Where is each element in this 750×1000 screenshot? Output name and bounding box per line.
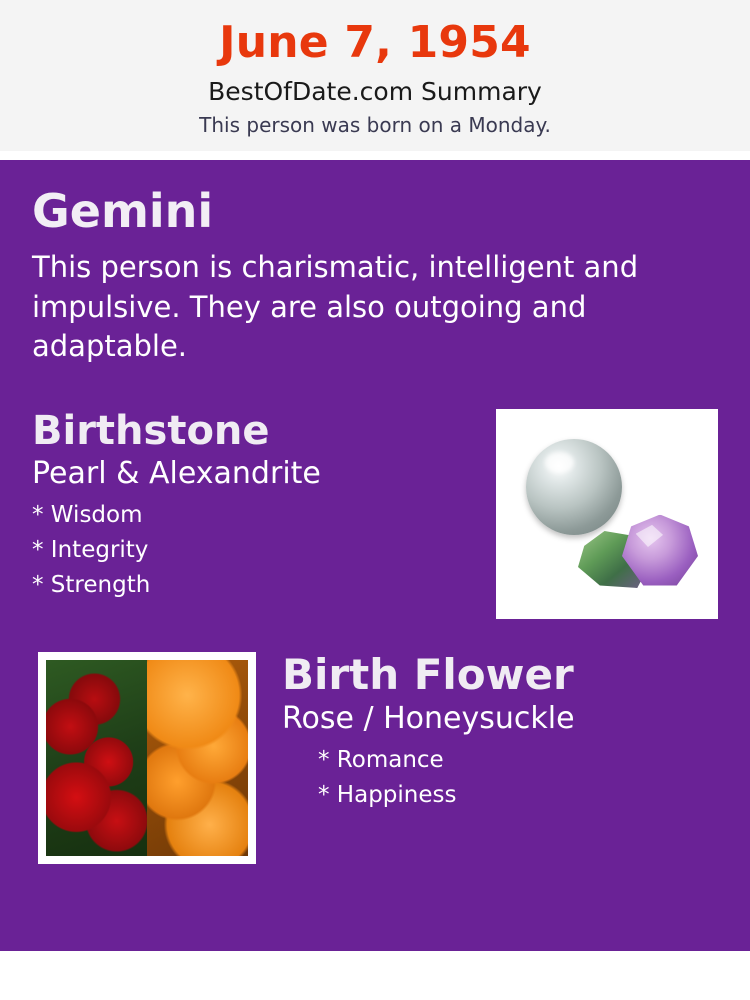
- zodiac-description: This person is charismatic, intelligent and impulsive. They are also outgoing and adaptable.: [32, 250, 639, 364]
- list-item: * Strength: [32, 572, 151, 598]
- birth-day-note: This person was born on a Monday.: [199, 112, 551, 137]
- rose-image: [46, 660, 147, 856]
- list-item: * Romance: [318, 747, 444, 774]
- site-name: BestOfDate.com Summary: [208, 76, 542, 106]
- birthflower-text: [282, 649, 718, 809]
- pearl-icon: [526, 439, 622, 535]
- birthstone-photo: [496, 409, 718, 619]
- birthflower-photo-inner: [46, 660, 248, 856]
- page-title: June 7, 1954: [219, 17, 531, 68]
- list-item: * Wisdom: [32, 502, 143, 528]
- birthflower-title: Birth Flower: [282, 649, 574, 699]
- birthflower-names: Rose / Honeysuckle: [282, 700, 575, 736]
- header: [0, 0, 750, 151]
- birthstone-names: Pearl & Alexandrite: [32, 455, 321, 491]
- content-panel: [0, 160, 750, 951]
- birthstone-section: [32, 409, 718, 624]
- birthflower-traits: [318, 749, 718, 807]
- honeysuckle-image: [147, 660, 248, 856]
- list-item: * Happiness: [318, 782, 457, 809]
- birthflower-photo: [38, 652, 256, 864]
- list-item: * Integrity: [32, 537, 149, 563]
- header-divider: [0, 151, 750, 160]
- birthstone-text: [32, 409, 472, 598]
- zodiac-sign-name: Gemini: [32, 183, 214, 238]
- birthstone-photo-inner: [504, 417, 710, 611]
- birthflower-section: [32, 649, 718, 867]
- birthstone-title: Birthstone: [32, 407, 270, 454]
